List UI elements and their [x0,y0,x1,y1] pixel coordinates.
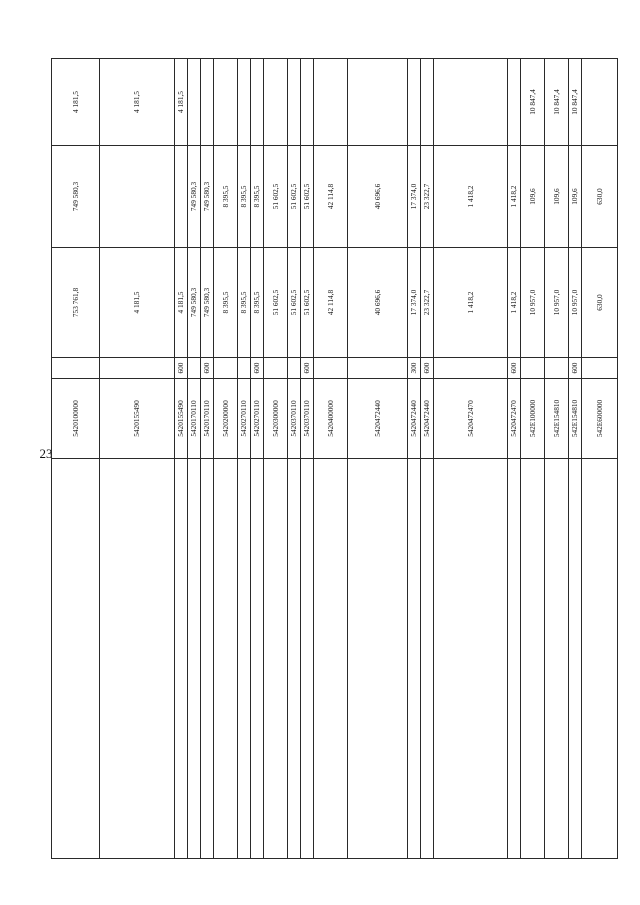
row-amount-3: 4 181,5 [52,59,100,146]
row-expense-type: 600 [175,358,188,379]
row-amount-2: 51 602,5 [288,146,301,248]
row-amount-3 [582,59,618,146]
table-row [288,59,301,859]
table-row [301,59,314,859]
row-amount-2 [100,146,175,248]
table-row [201,59,214,859]
row-amount-2: 630,0 [582,146,618,248]
row-amount-2: 8 395,5 [238,146,251,248]
row-description [569,459,582,859]
row-code: 5420370110 [288,379,301,459]
row-code: 5420370110 [301,379,314,459]
row-code: 5420270110 [238,379,251,459]
row-amount-3: 10 847,4 [521,59,545,146]
row-expense-type: 600 [569,358,582,379]
table-row [421,59,434,859]
row-amount-total: 23 322,7 [421,248,434,358]
row-amount-2: 749 580,3 [188,146,201,248]
row-description [545,459,569,859]
table-row [508,59,521,859]
row-amount-total: 8 395,5 [251,248,264,358]
row-amount-2: 42 114,8 [314,146,348,248]
row-description [421,459,434,859]
row-description [582,459,618,859]
row-amount-3 [238,59,251,146]
row-expense-type [348,358,408,379]
row-description [408,459,421,859]
row-description [508,459,521,859]
row-amount-2: 51 602,5 [301,146,314,248]
row-code: 5420100000 [52,379,100,459]
row-amount-3 [201,59,214,146]
row-code: 5420170110 [201,379,214,459]
table-row [214,59,238,859]
row-amount-total: 17 374,0 [408,248,421,358]
row-amount-2: 749 580,3 [52,146,100,248]
table-row [434,59,508,859]
row-code: 5420472470 [434,379,508,459]
row-code: 5420155490 [175,379,188,459]
page-number: 23 [39,446,53,461]
rotated-table-wrapper [51,59,609,859]
table-row [582,59,618,859]
row-amount-2: 17 374,0 [408,146,421,248]
row-amount-3 [408,59,421,146]
row-code: 5420472440 [421,379,434,459]
row-expense-type [288,358,301,379]
table-row [188,59,201,859]
row-amount-3 [434,59,508,146]
row-amount-total: 40 696,6 [348,248,408,358]
row-description [238,459,251,859]
row-amount-total: 749 580,3 [188,248,201,358]
row-amount-2: 749 580,3 [201,146,214,248]
table-row [175,59,188,859]
row-description [100,459,175,859]
table-row [264,59,288,859]
row-amount-3 [188,59,201,146]
row-code: 542E154810 [569,379,582,459]
row-description [521,459,545,859]
row-description [264,459,288,859]
row-amount-total: 51 602,5 [264,248,288,358]
row-expense-type [521,358,545,379]
row-code: 542E600000 [582,379,618,459]
row-amount-2: 40 696,6 [348,146,408,248]
table-row [521,59,545,859]
row-amount-total: 4 181,5 [100,248,175,358]
row-amount-3: 4 181,5 [175,59,188,146]
row-description [348,459,408,859]
row-amount-total: 51 602,5 [288,248,301,358]
row-amount-total: 10 957,0 [569,248,582,358]
row-expense-type [238,358,251,379]
row-expense-type [100,358,175,379]
row-amount-2: 8 395,5 [214,146,238,248]
table-row [100,59,175,859]
row-amount-total: 1 418,2 [434,248,508,358]
row-description [251,459,264,859]
row-expense-type: 600 [201,358,214,379]
row-description [214,459,238,859]
table-row [408,59,421,859]
row-amount-3 [348,59,408,146]
table-row [238,59,251,859]
row-amount-3 [314,59,348,146]
row-expense-type [314,358,348,379]
row-expense-type [188,358,201,379]
row-code: 542E154810 [545,379,569,459]
row-amount-3: 10 847,4 [569,59,582,146]
row-amount-total: 42 114,8 [314,248,348,358]
row-expense-type: 600 [301,358,314,379]
row-amount-total: 8 395,5 [214,248,238,358]
row-expense-type [264,358,288,379]
row-amount-3 [264,59,288,146]
table-row [314,59,348,859]
row-amount-2: 51 602,5 [264,146,288,248]
row-description [301,459,314,859]
row-expense-type [52,358,100,379]
row-expense-type: 600 [421,358,434,379]
row-description [434,459,508,859]
table-row [52,59,100,859]
row-amount-total: 1 418,2 [508,248,521,358]
row-amount-total: 10 957,0 [521,248,545,358]
row-amount-2: 109,6 [569,146,582,248]
table-row [251,59,264,859]
budget-table [51,58,618,859]
row-amount-total: 8 395,5 [238,248,251,358]
row-amount-total: 630,0 [582,248,618,358]
row-amount-2 [175,146,188,248]
row-description [188,459,201,859]
row-description [314,459,348,859]
row-expense-type: 300 [408,358,421,379]
row-description [288,459,301,859]
table-row [569,59,582,859]
row-expense-type [214,358,238,379]
row-amount-3 [301,59,314,146]
row-amount-3 [214,59,238,146]
table-row [348,59,408,859]
row-amount-total: 753 761,8 [52,248,100,358]
row-amount-2: 1 418,2 [508,146,521,248]
row-expense-type: 600 [508,358,521,379]
row-amount-2: 109,6 [521,146,545,248]
row-amount-total: 10 957,0 [545,248,569,358]
row-amount-total: 4 181,5 [175,248,188,358]
row-expense-type [545,358,569,379]
row-description [201,459,214,859]
row-amount-2: 8 395,5 [251,146,264,248]
row-code: 5420300000 [264,379,288,459]
row-description [52,459,100,859]
row-amount-3 [421,59,434,146]
row-amount-total: 51 602,5 [301,248,314,358]
row-code: 5420155490 [100,379,175,459]
row-code: 5420472440 [348,379,408,459]
row-code: 542E100000 [521,379,545,459]
row-expense-type: 600 [251,358,264,379]
row-expense-type [582,358,618,379]
row-amount-total: 749 580,3 [201,248,214,358]
row-code: 5420270110 [251,379,264,459]
row-expense-type [434,358,508,379]
row-code: 5420472440 [408,379,421,459]
row-amount-3 [508,59,521,146]
row-amount-3: 4 181,5 [100,59,175,146]
row-code: 5420400000 [314,379,348,459]
row-amount-3 [251,59,264,146]
row-amount-2: 1 418,2 [434,146,508,248]
row-amount-3 [288,59,301,146]
row-amount-2: 23 322,7 [421,146,434,248]
row-code: 5420200000 [214,379,238,459]
row-code: 5420170110 [188,379,201,459]
row-description [175,459,188,859]
table-row [545,59,569,859]
row-code: 5420472470 [508,379,521,459]
row-amount-2: 109,6 [545,146,569,248]
row-amount-3: 10 847,4 [545,59,569,146]
